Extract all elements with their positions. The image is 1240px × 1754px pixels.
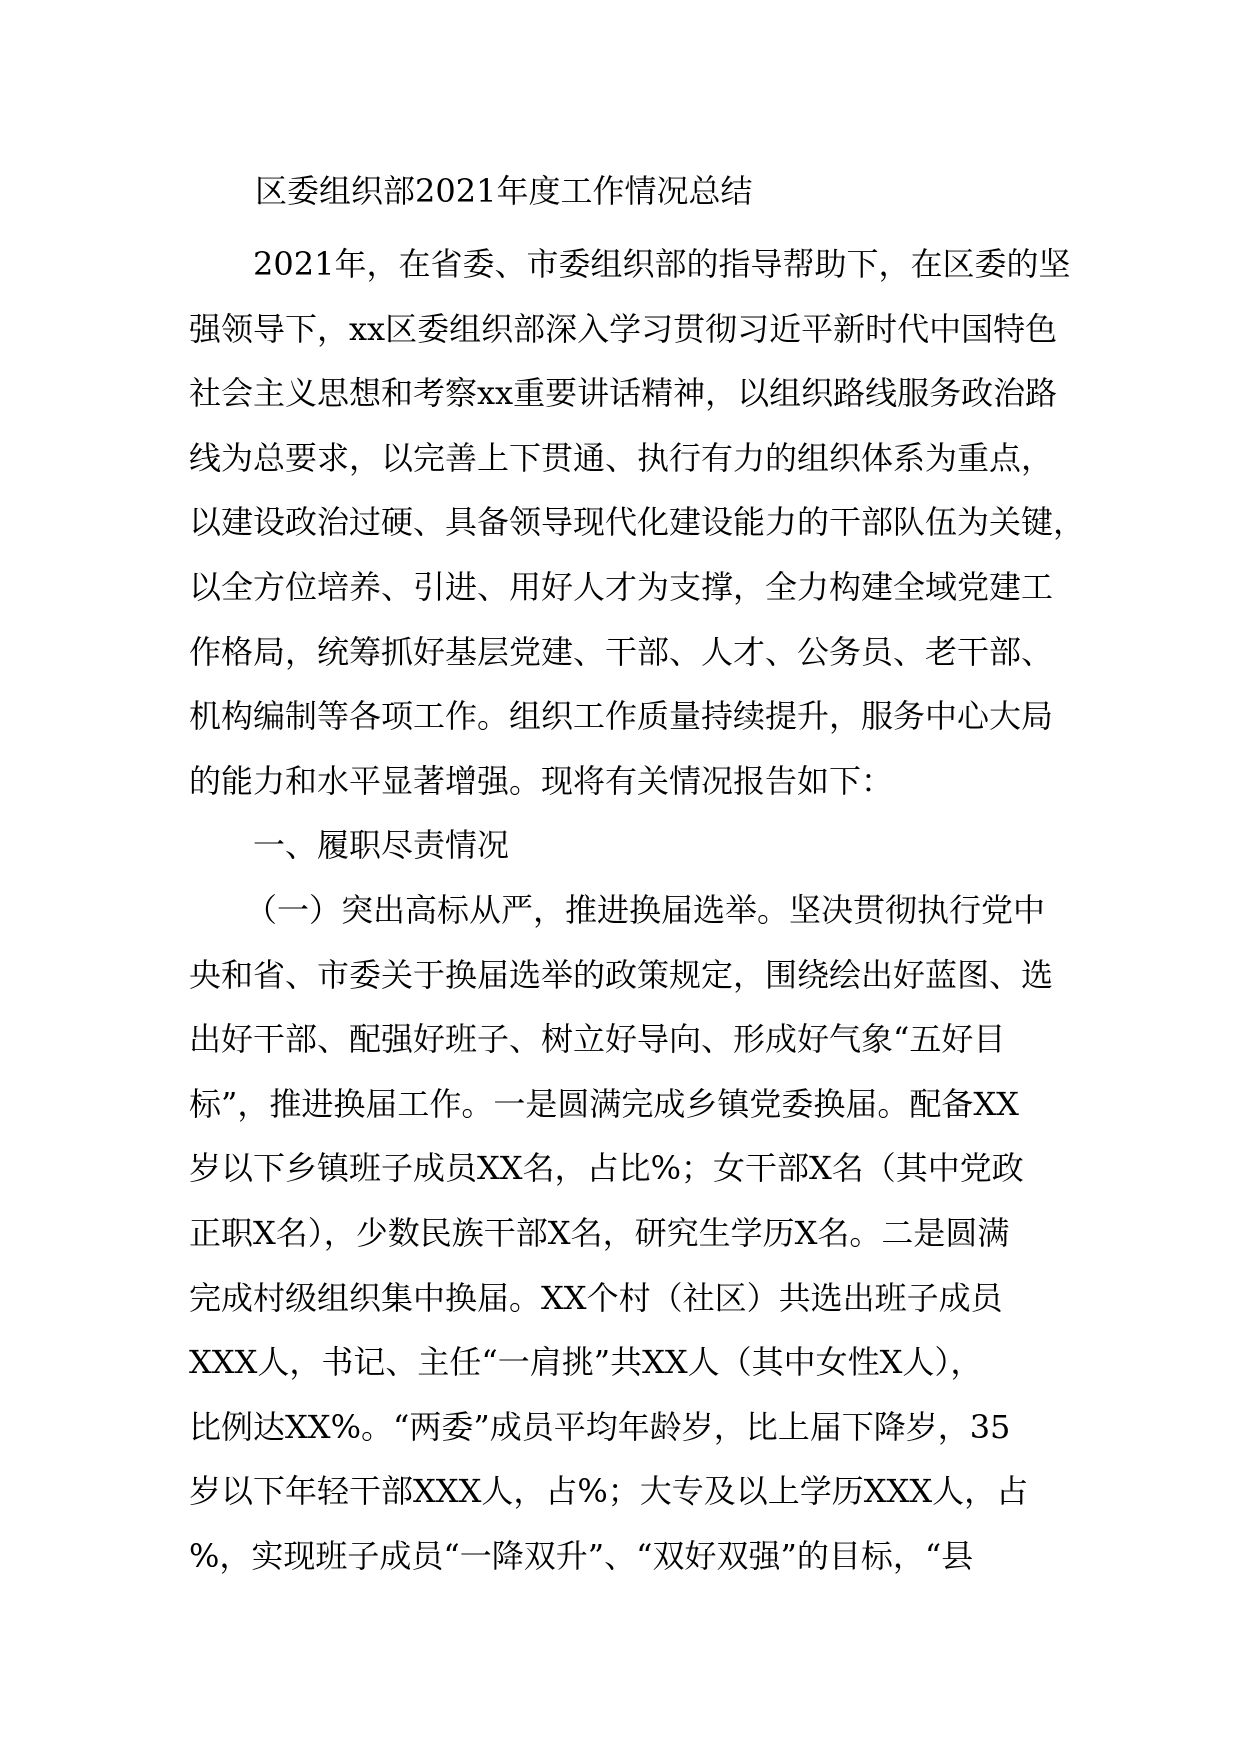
paragraph-line: 作格局，统筹抓好基层党建、干部、人才、公务员、老干部、 (189, 632, 1054, 671)
paragraph-line: 出好干部、配强好班子、树立好导向、形成好气象“五好目 (189, 1020, 1006, 1059)
paragraph-line: 标”，推进换届工作。一是圆满完成乡镇党委换届。配备XX (189, 1084, 1019, 1123)
paragraph-line: 比例达XX%。“两委”成员平均年龄岁，比上届下降岁，35 (189, 1407, 1011, 1446)
paragraph-line: 岁以下乡镇班子成员XX名，占比%；女干部X名（其中党政 (189, 1149, 1024, 1188)
paragraph-line: 完成村级组织集中换届。XX个村（社区）共选出班子成员 (189, 1278, 1003, 1317)
paragraph-line: 强领导下，xx区委组织部深入学习贯彻习近平新时代中国特色 (189, 309, 1058, 348)
paragraph-line: %，实现班子成员“一降双升”、“双好双强”的目标，“县 (189, 1536, 974, 1575)
paragraph-line: 2021年，在省委、市委组织部的指导帮助下，在区委的坚 (253, 245, 1071, 283)
paragraph-line: 央和省、市委关于换届选举的政策规定，围绕绘出好蓝图、选 (189, 955, 1054, 994)
paragraph-line: 机构编制等各项工作。组织工作质量持续提升，服务中心大局 (189, 697, 1054, 736)
document-title: 区委组织部2021年度工作情况总结 (255, 172, 753, 210)
paragraph-line: 的能力和水平显著增强。现将有关情况报告如下： (189, 761, 894, 800)
paragraph-line: 正职X名），少数民族干部X名，研究生学历X名。二是圆满 (189, 1213, 1010, 1252)
paragraph-line: 社会主义思想和考察xx重要讲话精神，以组织路线服务政治路 (189, 374, 1058, 413)
paragraph-line: 岁以下年轻干部XXX人，占%；大专及以上学历XXX人，占 (189, 1472, 1029, 1511)
section-heading: 一、履职尽责情况 (253, 826, 510, 865)
paragraph-line: 以建设政治过硬、具备领导现代化建设能力的干部队伍为关键， (189, 503, 1086, 542)
paragraph-line: 线为总要求，以完善上下贯通、执行有力的组织体系为重点， (189, 438, 1054, 477)
paragraph-line: XXX人，书记、主任“一肩挑”共XX人（其中女性X人）， (189, 1343, 983, 1382)
paragraph-line: （一）突出高标从严，推进换届选举。坚决贯彻执行党中 (245, 890, 1046, 929)
document-body (189, 232, 1086, 1588)
paragraph-line: 以全方位培养、引进、用好人才为支撑，全力构建全域党建工 (189, 567, 1054, 606)
